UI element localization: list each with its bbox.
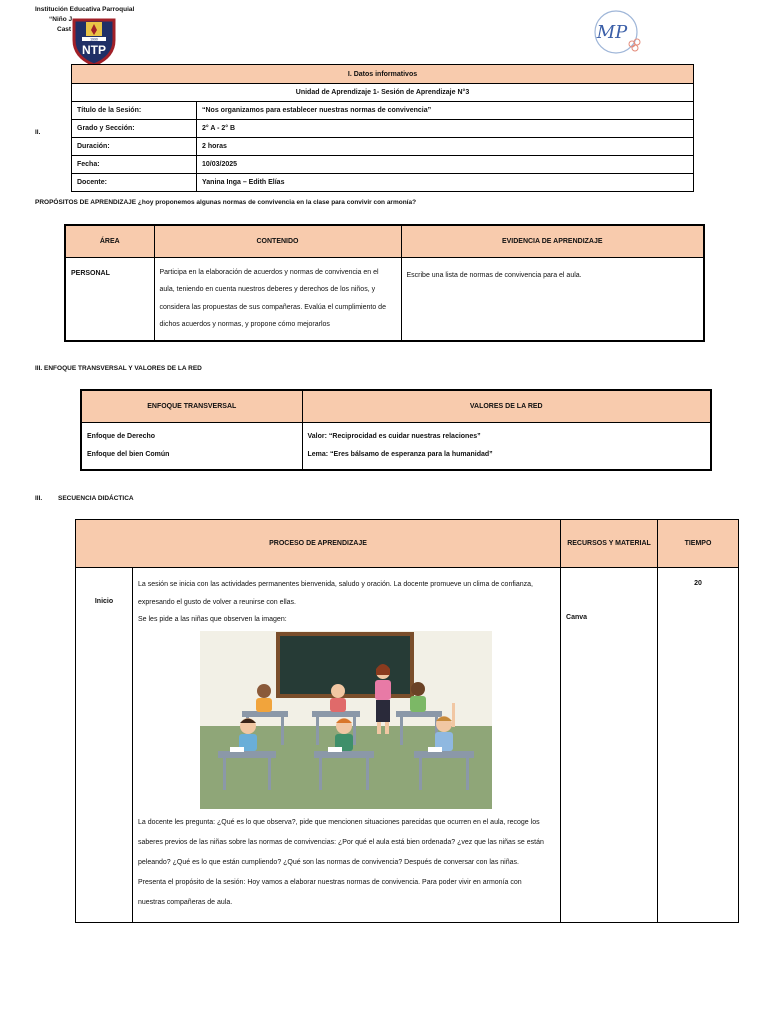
school-shield-logo bbox=[70, 16, 118, 66]
header-valores: VALORES DE LA RED bbox=[302, 390, 711, 422]
propositos-heading: PROPÓSITOS DE APRENDIZAJE ¿hoy proponemos algunas normas de convivencia en la clase para convivir con armonía? bbox=[35, 199, 417, 206]
unidad-row: Unidad de Aprendizaje 1- Sesión de Aprendizaje N°3 bbox=[72, 84, 694, 102]
datos-label: Duración: bbox=[72, 138, 197, 156]
section-number-ii: II. bbox=[35, 129, 41, 136]
datos-label: Docente: bbox=[72, 174, 197, 192]
header-recursos: RECURSOS Y MATERIAL bbox=[561, 520, 658, 568]
header-contenido: CONTENIDO bbox=[154, 225, 401, 257]
datos-value: 2 horas bbox=[197, 138, 694, 156]
datos-informativos-table bbox=[71, 64, 694, 192]
valores-cell: Valor: “Reciprocidad es cuidar nuestras relaciones” Lema: “Eres bálsamo de esperanza para la humanidad” bbox=[302, 422, 711, 470]
shield-year: 1990 bbox=[90, 37, 98, 42]
secuencia-number: III. bbox=[35, 495, 43, 502]
contenido-cell: Participa en la elaboración de acuerdos y normas de convivencia en el aula, teniendo en cuenta nuestros deberes y derechos de los niños, y considera las propuestas de sus compañeras. Evalúa el cumplimiento de dichos acuerdos y normas, y propone cómo mejorarlos bbox=[154, 257, 401, 341]
evidencia-cell: Escribe una lista de normas de convivencia para el aula. bbox=[401, 257, 704, 341]
tiempo-cell: 20 bbox=[658, 568, 739, 923]
stage-inicio: Inicio bbox=[76, 568, 133, 923]
datos-title: I. Datos informativos bbox=[72, 65, 694, 84]
area-cell: PERSONAL bbox=[65, 257, 154, 341]
propositos-table bbox=[64, 224, 705, 342]
header-tiempo: TIEMPO bbox=[658, 520, 739, 568]
secuencia-table bbox=[75, 519, 739, 923]
header-evidencia: EVIDENCIA DE APRENDIZAJE bbox=[401, 225, 704, 257]
header-area: ÁREA bbox=[65, 225, 154, 257]
proceso-cell bbox=[133, 568, 561, 923]
datos-value: 10/03/2025 bbox=[197, 156, 694, 174]
header-enfoque: ENFOQUE TRANSVERSAL bbox=[81, 390, 302, 422]
datos-value: “Nos organizamos para establecer nuestras normas de convivencia” bbox=[197, 102, 694, 120]
classroom-illustration bbox=[200, 631, 492, 809]
datos-label: Fecha: bbox=[72, 156, 197, 174]
recurso-cell: Canva bbox=[561, 568, 658, 923]
school-name: Institución Educativa Parroquial “Niño J Cast bbox=[35, 6, 135, 33]
datos-label: Grado y Sección: bbox=[72, 120, 197, 138]
intro-text: La sesión se inicia con las actividades permanentes bienvenida, saludo y oración. La docente promueve un clima de confianza, expresando el gusto de volver a reunirse con ellas. Se les pide a las niñas que observen la imagen: bbox=[138, 581, 533, 623]
header-proceso: PROCESO DE APRENDIZAJE bbox=[76, 520, 561, 568]
enfoque-heading: III. ENFOQUE TRANSVERSAL Y VALORES DE LA RED bbox=[35, 365, 202, 372]
enfoque-table bbox=[80, 389, 712, 471]
secuencia-heading: SECUENCIA DIDÁCTICA bbox=[58, 495, 134, 502]
mp-monogram-logo bbox=[590, 8, 646, 56]
datos-value: 2° A - 2° B bbox=[197, 120, 694, 138]
mp-logo-text: MP bbox=[596, 22, 628, 43]
enfoque-cell: Enfoque de Derecho Enfoque del bien Común bbox=[81, 422, 302, 470]
datos-label: Título de la Sesión: bbox=[72, 102, 197, 120]
shield-text: NTP bbox=[82, 43, 106, 57]
datos-value: Yanina Inga – Edith Elías bbox=[197, 174, 694, 192]
after-text: La docente les pregunta: ¿Qué es lo que observa?, pide que mencionen situaciones parecidas que ocurren en el aula, recoge los saberes previos de las niñas sobre las normas de convivencias: ¿Por qué el aula está bien ordenada? ¿vez que las niñas se están peleando? ¿Qué es lo que están cumpliendo? ¿Qué son las normas de convivencia? Después de conversar con las niñas. Presenta el propósito de la sesión: Hoy vamos a elaborar nuestras normas de convivencia. Para poder vivir en armonía con nuestras compañeras de aula. bbox=[138, 818, 544, 906]
